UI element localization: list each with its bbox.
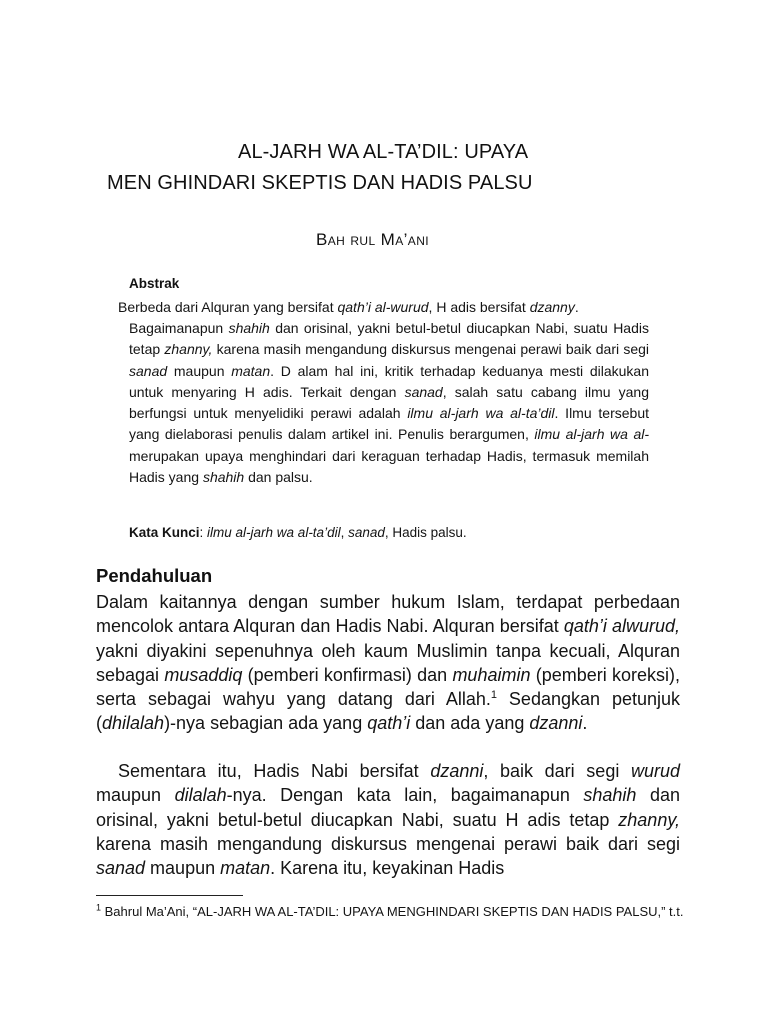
body-text: )-nya sebagian ada yang xyxy=(164,713,368,734)
body-text: maupun xyxy=(96,785,175,806)
body-term: dzanni xyxy=(430,761,484,781)
abstract-text: Bagaimanapun xyxy=(129,320,229,336)
section-heading: Pendahuluan xyxy=(96,565,213,586)
body-term: musaddiq xyxy=(164,664,243,685)
abstract-heading: Abstrak xyxy=(129,276,180,291)
keywords-label: Kata Kunci xyxy=(129,525,200,540)
body-text: , baik dari segi xyxy=(483,761,631,781)
abstract-term: ilmu al-jarh wa al- xyxy=(534,426,650,443)
abstract-text: . D alam hal ini, kritik terhadap keduanya mesti dilakukan untuk menyaring H adis. Terkait dengan xyxy=(129,362,649,400)
abstract-term: shahih xyxy=(228,320,270,336)
body-text: Dalam kaitannya dengan sumber hukum Islam, terdapat perbedaan mencolok antara Alquran dan Hadis Nabi. Alquran bersifat xyxy=(96,592,680,637)
abstract-text: . xyxy=(574,299,579,315)
body-text: -nya. Dengan kata lain, bagaimanapun xyxy=(226,785,584,806)
abstract-term: qath’i al-wurud xyxy=(337,299,429,315)
footnote xyxy=(96,902,686,921)
body-text: . xyxy=(582,713,588,734)
footnote-reference[interactable]: 1 xyxy=(490,689,497,702)
keywords-text: , xyxy=(340,525,349,540)
body-term: zhanny, xyxy=(618,809,680,830)
abstract-term: shahih xyxy=(202,469,245,486)
body-term: muhaimin xyxy=(452,664,531,685)
body-paragraph-1 xyxy=(96,590,680,736)
footnote-divider xyxy=(96,895,243,896)
body-text: maupun xyxy=(145,858,221,879)
body-text: karena masih mengandung diskursus mengenai perawi baik dari segi xyxy=(96,833,680,854)
abstract-first-line xyxy=(118,297,659,318)
abstract-text: dan orisinal, yakni betul-betul diucapkan Nabi, suatu Hadis tetap xyxy=(129,320,649,358)
body-term: qath’i alwurud, xyxy=(563,616,680,637)
abstract-term: zhanny, xyxy=(164,341,213,358)
abstract-text: maupun xyxy=(167,362,232,379)
abstract-term: sanad xyxy=(129,362,168,379)
keywords-text: : xyxy=(199,525,208,540)
abstract-text: , H adis bersifat xyxy=(428,299,530,315)
abstract-text: dan palsu. xyxy=(244,469,313,486)
abstract-term: matan xyxy=(231,362,271,379)
abstract-text: Berbeda dari Alquran yang bersifat xyxy=(118,299,338,315)
footnote-text: Bahrul Ma’Ani, “AL-JARH WA AL-TA’DIL: UPAYA MENGHINDARI SKEPTIS DAN HADIS PALSU,” t.t. xyxy=(101,904,684,919)
abstract-text: karena masih mengandung diskursus mengenai perawi baik dari segi xyxy=(212,341,650,358)
keyword: sanad xyxy=(348,525,385,540)
body-text: dan ada yang xyxy=(410,713,530,734)
abstract-body xyxy=(129,318,649,488)
body-term: shahih xyxy=(583,785,637,806)
abstract-text: . Ilmu tersebut yang dielaborasi penulis dalam artikel ini. Penulis berargumen, xyxy=(129,405,649,443)
body-term: qath’i xyxy=(367,713,411,734)
body-text: Sedangkan petunjuk ( xyxy=(96,689,680,734)
abstract-text: , salah satu cabang ilmu yang berfungsi untuk menyelidiki perawi adalah xyxy=(129,383,649,422)
paper-title-line-2: MEN GHINDARI SKEPTIS DAN HADIS PALSU xyxy=(107,172,533,194)
footnote-mark: 1 xyxy=(96,902,102,913)
abstract-term: ilmu al-jarh wa al-ta’dil xyxy=(407,405,555,422)
body-term: dzanni xyxy=(529,713,583,734)
keywords-text: , Hadis palsu. xyxy=(384,525,467,540)
body-text: Sementara itu, Hadis Nabi bersifat xyxy=(118,761,431,781)
body-text: yakni diyakini sepenuhnya oleh kaum Muslimin tanpa kecuali, Alquran sebagai xyxy=(96,640,680,685)
body-text: (pemberi konfirmasi) dan xyxy=(242,664,453,685)
body-term: dilalah xyxy=(174,785,227,806)
keyword: ilmu al-jarh wa al-ta’dil xyxy=(207,525,341,540)
keywords xyxy=(129,522,467,543)
body-term: dhilalah xyxy=(102,713,165,734)
author-name: Bah rul Ma’ani xyxy=(316,230,430,249)
body-text: . Karena itu, keyakinan Hadis xyxy=(270,858,505,879)
body-term: matan xyxy=(220,858,271,879)
abstract-term: dzanny xyxy=(529,299,575,315)
abstract-term: sanad xyxy=(404,383,443,400)
body-term: sanad xyxy=(96,858,146,879)
paper-title-line-1: AL-JARH WA AL-TA’DIL: UPAYA xyxy=(238,141,529,163)
body-text: (pemberi koreksi), serta sebagai wahyu yang datang dari Allah. xyxy=(96,664,681,710)
body-paragraph-2 xyxy=(96,759,680,880)
body-term: wurud xyxy=(630,761,680,781)
body-text: dan orisinal, yakni betul-betul diucapkan Nabi, suatu H adis tetap xyxy=(96,785,680,830)
abstract-text: merupakan upaya menghindari dari keraguan terhadap Hadis, termasuk memilah Hadis yang xyxy=(129,447,649,486)
